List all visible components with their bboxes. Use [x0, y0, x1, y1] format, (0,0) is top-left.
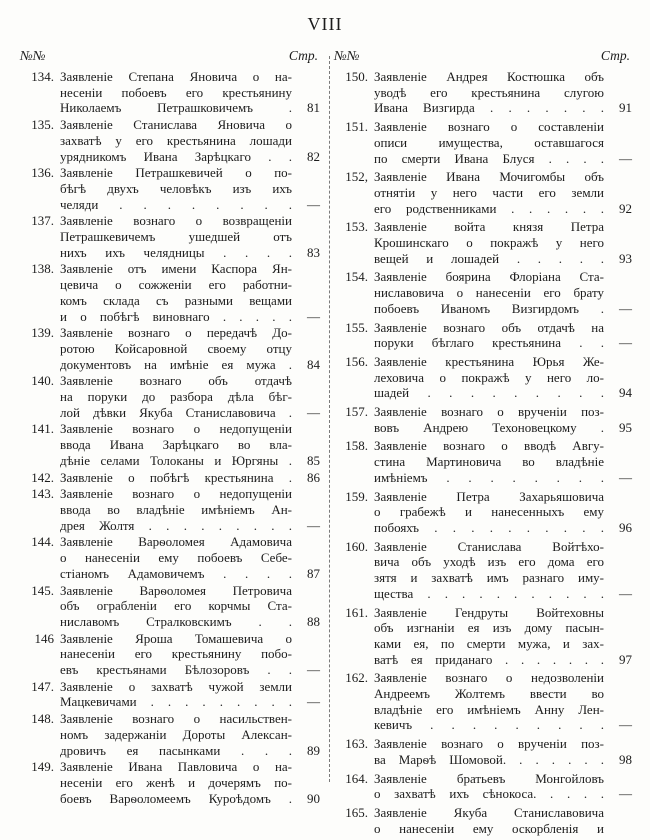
entry-line: дрея Жолтя . . . . . . . . . [60, 517, 292, 533]
entry-text [374, 119, 604, 166]
entry-line: нихъ ихъ челядницы . . . . [60, 244, 292, 260]
entry-text [374, 489, 604, 536]
toc-entry [20, 759, 320, 806]
entry-text [60, 679, 292, 710]
entry-line: Заявленіе Станислава Яновича о [60, 117, 292, 133]
entry-number: 140. [31, 373, 54, 389]
entry-number: 150. [345, 69, 368, 84]
entry-page-number: 83 [307, 244, 320, 260]
entry-line: Заявленіе вознаго о передачѣ До- [60, 325, 292, 341]
entry-line: дѣніе селами Толоканы и Юргяны . [60, 452, 292, 468]
entry-text [374, 736, 604, 767]
entry-line: боевъ Варѳоломеемъ Куроѣдомъ . [60, 790, 292, 806]
entry-line: Заявленіе о захватѣ чужой земли [60, 678, 292, 694]
entry-line: стина Мартиновича во владѣніе [374, 454, 604, 470]
entry-line: ротою Койсаровной своему отцу [60, 340, 292, 356]
entry-text [60, 165, 292, 212]
toc-entry [20, 69, 320, 116]
entry-line: о нанесеніи ему побоевъ Себе- [60, 550, 292, 566]
toc-entry [334, 354, 632, 401]
entry-line: объ изгнаніи ея изъ дому пасын- [374, 620, 604, 636]
entry-page-number: 89 [307, 742, 320, 758]
toc-entry [334, 119, 632, 166]
entry-line: Заявленіе вознаго о вводѣ Авгу- [374, 438, 604, 454]
entry-text [60, 117, 292, 164]
entry-number: 136. [31, 165, 54, 181]
entry-line: ниславомъ Стралковскимъ . . [60, 613, 292, 629]
entry-line: владѣніе его имѣніемъ Анну Лен- [374, 701, 604, 717]
entry-line: урядникомъ Ивана Зарѣцкаго . . [60, 148, 292, 164]
entry-number: 146 [34, 630, 54, 646]
entry-line: Заявленіе Андрея Костюшка объ [374, 69, 604, 84]
entry-line: дровичъ ея пасынками . . . [60, 742, 292, 758]
entry-line: нанесеніи его крестьянину побо- [60, 646, 292, 662]
entry-number: 149. [31, 759, 54, 775]
entry-line: о захватѣ ихъ сѣнокоса. . . . . [374, 786, 604, 802]
entry-line: несеніи его женѣ и дочерямъ по- [60, 774, 292, 790]
entry-line: Заявленіе отъ имени Каспора Ян- [60, 261, 292, 277]
entry-page-number: 86 [307, 469, 320, 485]
toc-entry [20, 261, 320, 324]
toc-entry [334, 69, 632, 116]
entry-number: 145. [31, 582, 54, 598]
entry-number: 165. [345, 804, 368, 820]
header-entry-number-label: №№ [20, 48, 46, 63]
entry-page-number: — [307, 196, 320, 212]
entry-line: шадей . . . . . . . . . [374, 385, 604, 401]
toc-entry [20, 213, 320, 260]
entry-line: евъ крестьянами Бѣлозоровъ . . [60, 662, 292, 678]
entry-line: Заявленіе Петрашкевичей о по- [60, 165, 292, 181]
toc-entry [20, 165, 320, 212]
toc-left-column [20, 48, 320, 807]
entry-line: Мацкевичами . . . . . . . . . [60, 694, 292, 710]
entry-page-number: — [619, 335, 632, 351]
toc-entry [20, 486, 320, 533]
entry-line: описи имущества, оставшагося [374, 134, 604, 150]
entry-page-number: 81 [307, 100, 320, 116]
entry-number: 142. [31, 469, 54, 485]
entry-line: Заявленіе о побѣгѣ крестьянина . [60, 469, 292, 485]
entry-line: кевичъ . . . . . . . . . [374, 717, 604, 733]
entry-page-number: — [307, 694, 320, 710]
entry-number: 134. [31, 69, 54, 84]
entry-line: документовъ на имѣніе ея мужа . [60, 356, 292, 372]
entry-line: побояхъ . . . . . . . . . . [374, 519, 604, 535]
entry-line: побоевъ Иваномъ Визгирдомъ . [374, 300, 604, 316]
entry-line: челяди . . . . . . . . [60, 196, 292, 212]
entry-line: номъ задержаніи Дороты Алексан- [60, 726, 292, 742]
entry-number: 161. [345, 604, 368, 620]
entry-line: Заявленіе крестьянина Юрья Же- [374, 353, 604, 369]
entry-line: имѣніемъ . . . . . . . . [374, 469, 604, 485]
entry-line: леховича о покражѣ у него ло- [374, 369, 604, 385]
entry-number: 138. [31, 261, 54, 277]
entry-page-number: — [619, 469, 632, 485]
toc-entry [20, 631, 320, 678]
entry-line: вовъ Андрею Техоновецкому . [374, 419, 604, 435]
entry-number: 155. [345, 319, 368, 335]
entry-line: Андреемъ Жолтемъ ввести во [374, 686, 604, 702]
toc-entry [20, 679, 320, 710]
column-header [334, 48, 632, 64]
entry-line: лой дѣвки Якуба Станиславовича . [60, 404, 292, 420]
entry-page-number: — [619, 150, 632, 166]
entry-text [60, 261, 292, 324]
entry-text [374, 404, 604, 435]
toc-entry [334, 404, 632, 435]
entry-page-number: 82 [307, 148, 320, 164]
entry-text [374, 320, 604, 351]
entry-page-number: 84 [307, 356, 320, 372]
page-number-roman: VIII [307, 14, 343, 34]
entry-line: Заявленіе Варѳоломея Адамовича [60, 534, 292, 550]
entry-page-number: 93 [619, 250, 632, 266]
entry-text [60, 325, 292, 372]
entry-line: Заявленіе боярина Флоріана Ста- [374, 269, 604, 285]
entry-line: ками ея, по смерти мужа, и зах- [374, 635, 604, 651]
entry-line: Крошинскаго о покражѣ у него [374, 235, 604, 251]
entry-line: на поруки до разбора дѣла бѣг- [60, 389, 292, 405]
entry-page-number: — [307, 517, 320, 533]
entry-line: о нанесеніи ему оскорбленія и [374, 820, 604, 836]
entry-page-number: — [307, 308, 320, 324]
entry-number: 157. [345, 404, 368, 420]
entry-line: ввода во владѣніе имѣніемъ Ан- [60, 501, 292, 517]
entry-number: 143. [31, 486, 54, 502]
entry-line: Заявленіе войта князя Петра [374, 219, 604, 235]
entry-number: 152, [345, 169, 368, 185]
entry-line: бѣгѣ двухъ человѣкъ изъ ихъ [60, 180, 292, 196]
entry-line: по смерти Ивана Блуся . . . . [374, 150, 604, 166]
toc-entry [334, 438, 632, 485]
entry-page-number: 94 [619, 385, 632, 401]
entry-page-number: 87 [307, 565, 320, 581]
entry-line: Заявленіе Петра Захарьяшовича [374, 488, 604, 504]
entry-text [374, 805, 604, 836]
entry-line: ватѣ ея приданаго . . . . . . . [374, 651, 604, 667]
toc-entry [334, 269, 632, 316]
entry-line: поруки бѣглаго крестьянина . . [374, 335, 604, 351]
entry-line: Заявленіе вознаго о насильствен- [60, 711, 292, 727]
entry-page-number: 98 [619, 751, 632, 767]
toc-entry [334, 219, 632, 266]
entry-number: 159. [345, 488, 368, 504]
entry-page-number: 91 [619, 100, 632, 116]
entry-line: цевича о сожженіи его работни- [60, 277, 292, 293]
entry-text [374, 69, 604, 116]
entry-text [60, 421, 292, 468]
toc-entry [334, 320, 632, 351]
toc-entry [334, 805, 632, 836]
entry-number: 162. [345, 670, 368, 686]
entry-number: 135. [31, 117, 54, 133]
entry-text [374, 670, 604, 733]
entry-page-number: — [619, 786, 632, 802]
entry-line: ниславовича о нанесеніи его брату [374, 285, 604, 301]
entry-number: 160. [345, 538, 368, 554]
entry-text [374, 771, 604, 802]
entry-line: Заявленіе Варѳоломея Петровича [60, 582, 292, 598]
entry-text [374, 219, 604, 266]
entry-line: ввода Ивана Зарѣцкаго во вла- [60, 437, 292, 453]
toc-entry [334, 605, 632, 668]
entry-text [60, 373, 292, 420]
toc-entry [20, 470, 320, 486]
entry-line: Заявленіе вознаго о недопущеніи [60, 421, 292, 437]
entry-page-number: — [619, 717, 632, 733]
entry-line: Заявленіе Ивана Мочигомбы объ [374, 169, 604, 185]
entry-line: Заявленіе вознаго о недопущеніи [60, 486, 292, 502]
entry-text [374, 539, 604, 602]
entry-line: Заявленіе Степана Яновича о на- [60, 69, 292, 84]
entry-line: Заявленіе Яроша Томашевича о [60, 630, 292, 646]
entry-number: 148. [31, 711, 54, 727]
entry-line: его родственниками . . . . . . [374, 200, 604, 216]
entry-line: Заявленіе Ивана Павловича о на- [60, 759, 292, 775]
entry-line: комъ склада съ разными вещами [60, 292, 292, 308]
entry-list [20, 69, 320, 806]
entry-line: Ивана Визгирда . . . . . . . [374, 100, 604, 116]
toc-entry [20, 583, 320, 630]
entry-line: о грабежѣ и нанесенныхъ ему [374, 504, 604, 520]
entry-line: Николаемъ Петрашковичемъ . [60, 100, 292, 116]
entry-page-number: 85 [307, 452, 320, 468]
entry-page-number: 90 [307, 790, 320, 806]
entry-text [60, 470, 292, 486]
toc-entry [334, 736, 632, 767]
column-divider [329, 56, 330, 782]
entry-line: уводѣ его крестьянина слугою [374, 84, 604, 100]
entry-text [374, 269, 604, 316]
entry-line: вича объ уходѣ изъ его дома его [374, 554, 604, 570]
header-page-label: Стр. [600, 48, 630, 63]
toc-entry [334, 489, 632, 536]
entry-line: Заявленіе вознаго о врученіи поз- [374, 404, 604, 420]
entry-text [60, 631, 292, 678]
header-page-label: Стр. [288, 48, 318, 63]
entry-line: отнятіи у него части его земли [374, 184, 604, 200]
entry-line: Заявленіе вознаго о врученіи поз- [374, 736, 604, 752]
entry-line: Заявленіе вознаго объ отдачѣ [60, 373, 292, 389]
entry-text [374, 605, 604, 668]
entry-line: Заявленіе Станислава Войтѣхо- [374, 538, 604, 554]
entry-page-number: 96 [619, 519, 632, 535]
entry-number: 137. [31, 213, 54, 229]
entry-list [334, 69, 632, 836]
entry-text [60, 759, 292, 806]
toc-entry [334, 670, 632, 733]
entry-number: 158. [345, 438, 368, 454]
entry-line: Петрашкевичемъ ушедшей отъ [60, 229, 292, 245]
entry-text [374, 438, 604, 485]
entry-text [374, 169, 604, 216]
entry-page-number: 95 [619, 419, 632, 435]
entry-line: Заявленіе Якуба Станиславовича [374, 804, 604, 820]
entry-page-number: 92 [619, 200, 632, 216]
toc-entry [20, 325, 320, 372]
entry-page-number: — [307, 662, 320, 678]
entry-number: 154. [345, 269, 368, 285]
entry-page-number: 97 [619, 651, 632, 667]
entry-text [374, 354, 604, 401]
toc-entry [334, 169, 632, 216]
entry-text [60, 711, 292, 758]
toc-entry [20, 373, 320, 420]
toc-entry [20, 534, 320, 581]
entry-line: захватѣ у его крестьянина лошади [60, 132, 292, 148]
entry-number: 151. [345, 119, 368, 135]
header-entry-number-label: №№ [334, 48, 360, 63]
toc-entry [334, 771, 632, 802]
entry-number: 144. [31, 534, 54, 550]
entry-line: зятя и захватѣ имъ разнаго иму- [374, 570, 604, 586]
entry-page-number: — [619, 585, 632, 601]
entry-line: и о побѣгѣ виновнаго . . . . . [60, 308, 292, 324]
entry-line: Заявленіе вознаго о недозволеніи [374, 670, 604, 686]
entry-page-number: — [619, 300, 632, 316]
entry-line: Заявленіе вознаго объ отдачѣ на [374, 319, 604, 335]
entry-text [60, 583, 292, 630]
entry-line: несеніи побоевъ его крестьянину [60, 84, 292, 100]
entry-line: вещей и лошадей . . . . . [374, 250, 604, 266]
entry-line: Заявленіе вознаго о возвращеніи [60, 213, 292, 229]
entry-number: 153. [345, 219, 368, 235]
entry-text [60, 486, 292, 533]
entry-line: ва Марѳѣ Шомовой. . . . . . . [374, 751, 604, 767]
entry-line: Заявленіе Гендруты Войтеховны [374, 604, 604, 620]
entry-number: 147. [31, 678, 54, 694]
entry-line: стіаномъ Адамовичемъ . . . . [60, 565, 292, 581]
entry-number: 139. [31, 325, 54, 341]
entry-text [60, 534, 292, 581]
entry-line: Заявленіе братьевъ Монгойловъ [374, 770, 604, 786]
toc-entry [20, 711, 320, 758]
column-header [20, 48, 320, 64]
entry-text [60, 69, 292, 116]
entry-line: объ ограбленіи его корчмы Ста- [60, 598, 292, 614]
toc-entry [20, 421, 320, 468]
entry-number: 141. [31, 421, 54, 437]
entry-line: щества . . . . . . . . . . . [374, 585, 604, 601]
entry-number: 164. [345, 770, 368, 786]
entry-page-number: — [307, 404, 320, 420]
entry-line: Заявленіе вознаго о составленіи [374, 119, 604, 135]
toc-entry [20, 117, 320, 164]
toc-right-column [334, 48, 632, 839]
toc-entry [334, 539, 632, 602]
entry-number: 163. [345, 736, 368, 752]
entry-page-number: 88 [307, 613, 320, 629]
entry-number: 156. [345, 353, 368, 369]
entry-text [60, 213, 292, 260]
